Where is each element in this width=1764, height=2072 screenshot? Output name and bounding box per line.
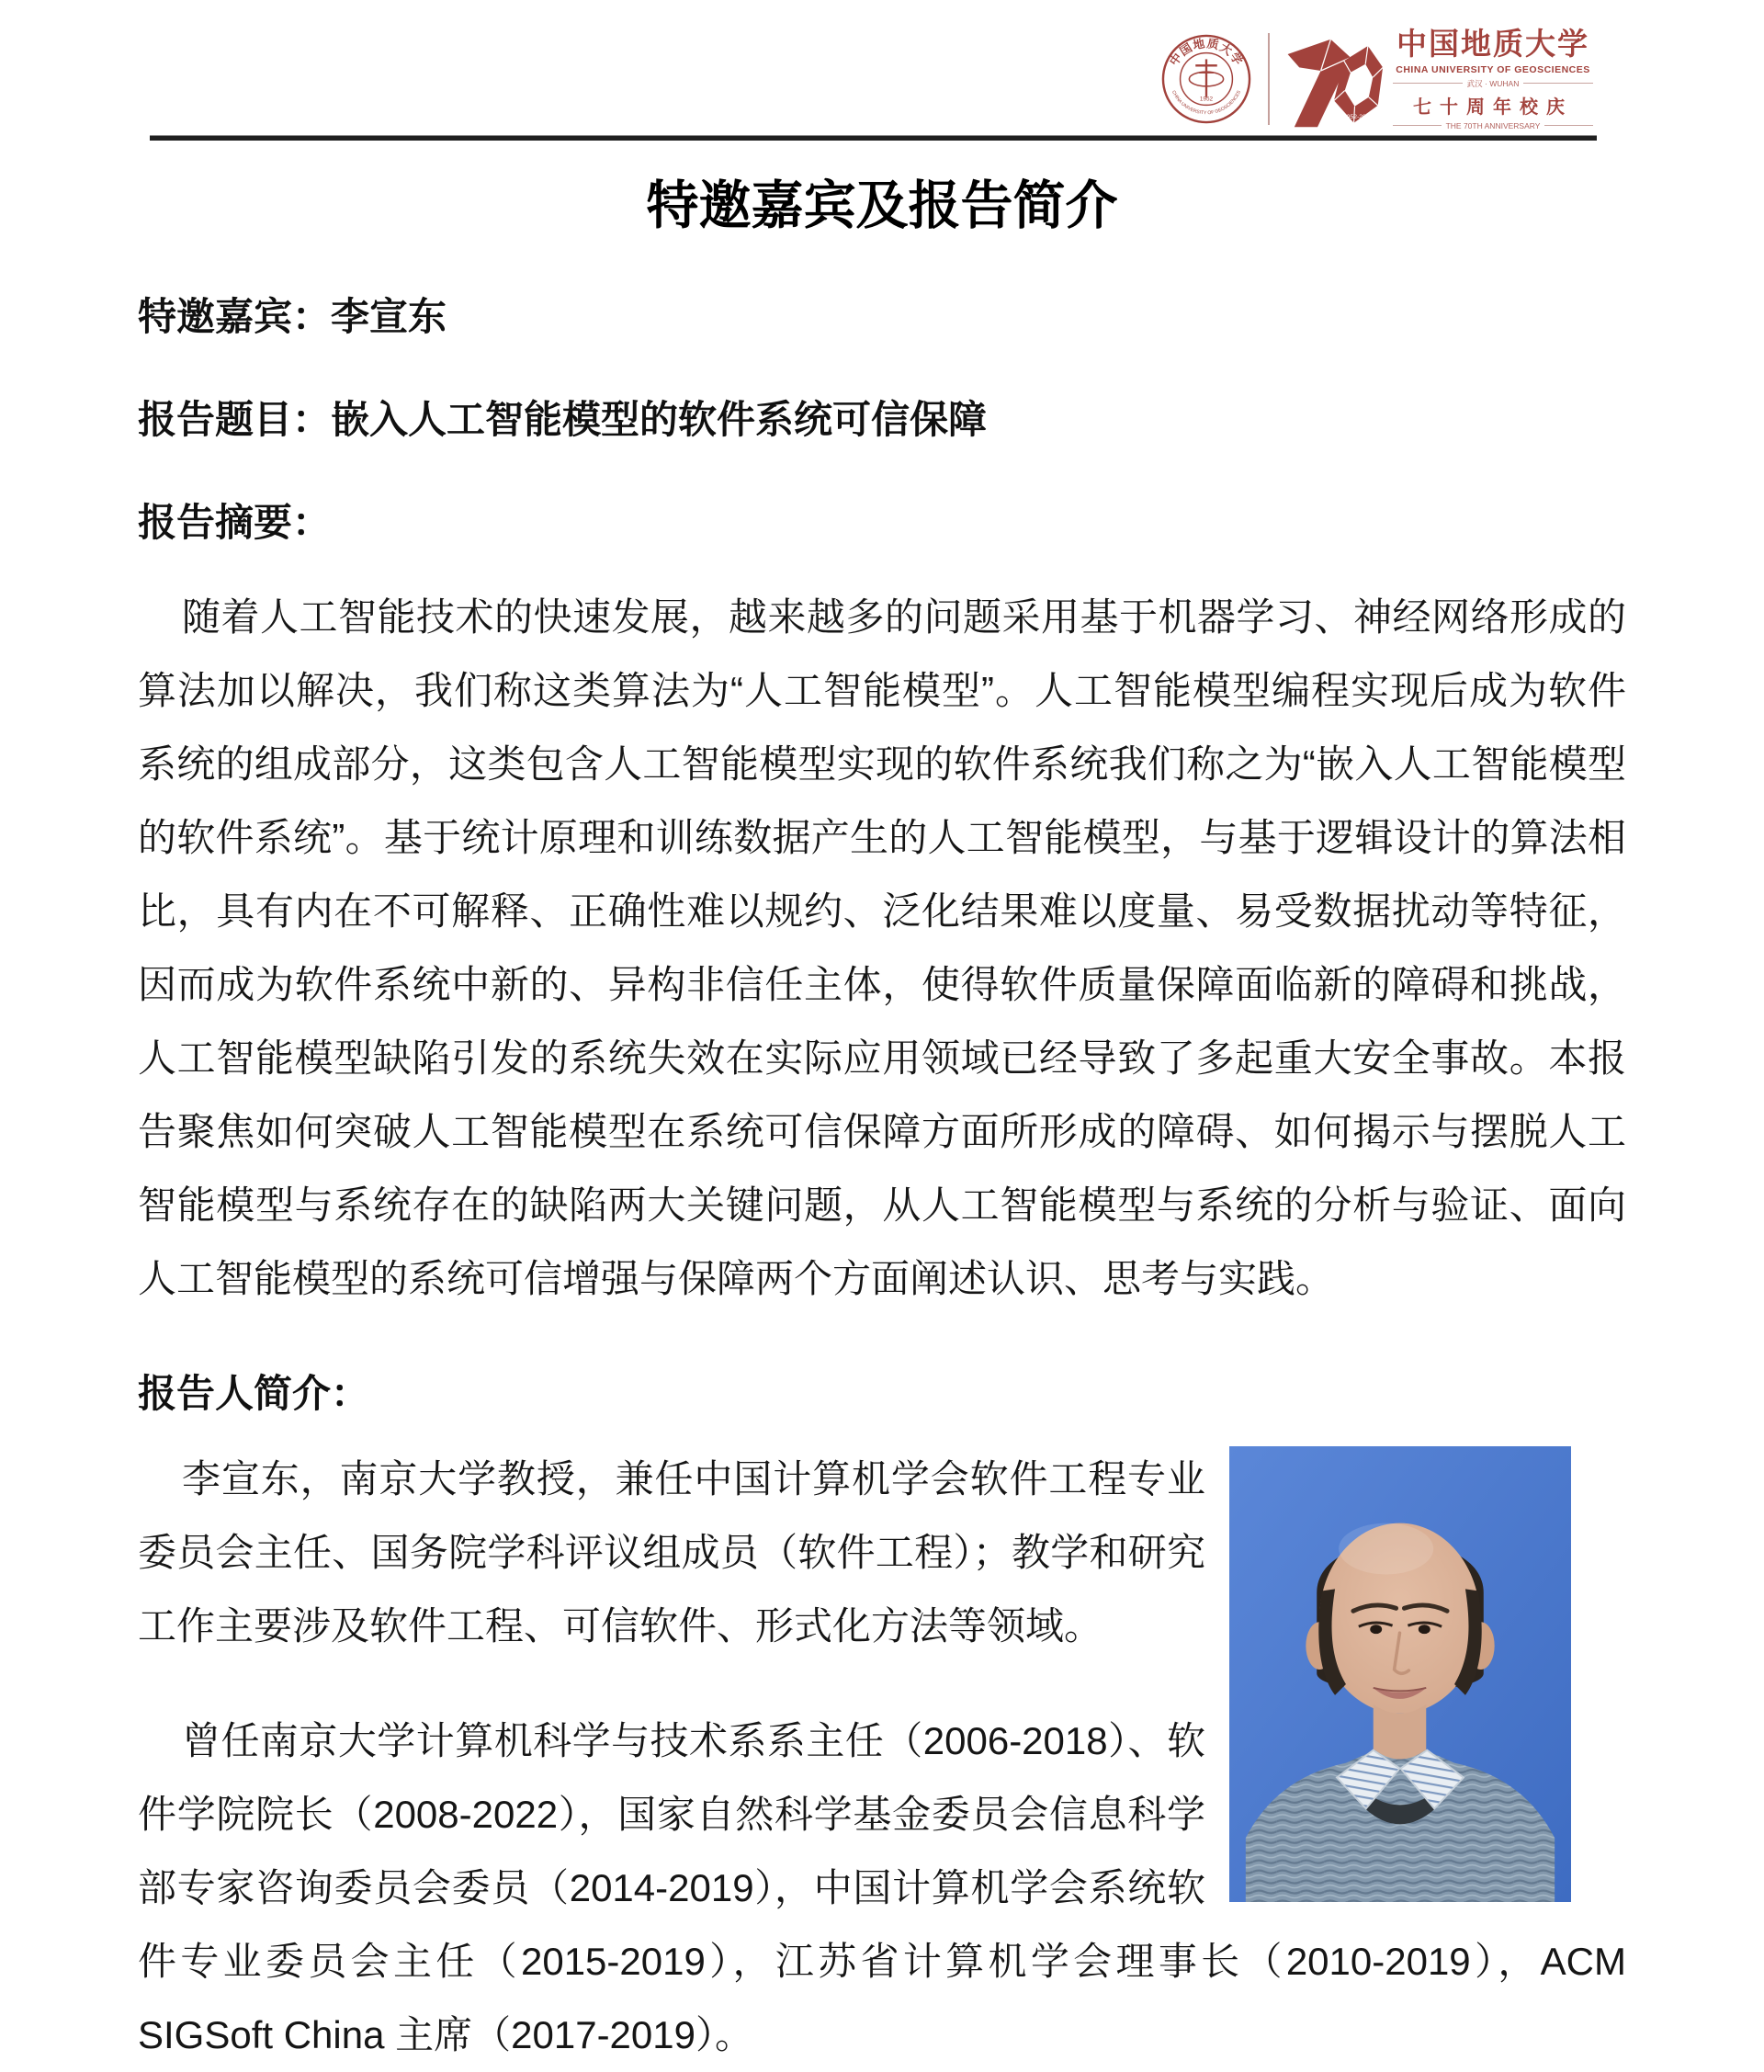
guest-line: 特邀嘉宾：李宣东 <box>138 295 447 338</box>
header-rule <box>150 135 1597 141</box>
bio-paragraph-2: 曾任南京大学计算机科学与技术系系主任（2006-2018）、软件学院院长（2008-2022），国家自然科学基金委员会信息科学部专家咨询委员会委员（2014-2019），中国计算机学会系统软件专业委员会主任（2015-2019），江苏省计算机学会理事长（2010-2019），ACM SIGSoft China 主席（2017-2019）。 <box>138 1719 1626 2056</box>
page-title: 特邀嘉宾及报告简介 <box>646 176 1118 235</box>
brand-anniversary-en: THE 70TH ANNIVERSARY <box>1445 120 1541 130</box>
seal-text-cn: 中国地质大学 <box>1166 36 1247 69</box>
brand-text <box>1393 28 1593 130</box>
speaker-photo <box>1229 1446 1571 1902</box>
seal-year: 1952 <box>1199 96 1214 103</box>
70th-anniversary-icon <box>1284 26 1384 132</box>
logo-cluster <box>1161 24 1593 134</box>
bio-label: 报告人简介： <box>138 1372 370 1415</box>
anniversary-years: 1952-2022 <box>1342 114 1374 121</box>
abstract-paragraph: 随着人工智能技术的快速发展，越来越多的问题采用基于机器学习、神经网络形成的算法加以解决，我们称这类算法为“人工智能模型”。人工智能模型编程实现后成为软件系统的组成部分，这类包含人工智能模型实现的软件系统我们称之为“嵌入人工智能模型的软件系统”。基于统计原理和训练数据产生的人工智能模型，与基于逻辑设计的算法相比，具有内在不可解释、正确性难以规约、泛化结果难以度量、易受数据扰动等特征，因而成为软件系统中新的、异构非信任主体，使得软件质量保障面临新的障碍和挑战，人工智能模型缺陷引发的系统失效在实际应用领域已经导致了多起重大安全事故。本报告聚焦如何突破人工智能模型在系统可信保障方面所形成的障碍、如何揭示与摆脱人工智能模型与系统存在的缺陷两大关键问题，从人工智能模型与系统的分析与验证、面向人工智能模型的系统可信增强与保障两个方面阐述认识、思考与实践。 <box>138 595 1626 1300</box>
bio-section <box>138 1443 1626 2072</box>
bio-paragraph-1: 李宣东，南京大学教授，兼任中国计算机学会软件工程专业委员会主任、国务院学科评议组成员（软件工程）；教学和研究工作主要涉及软件工程、可信软件、形式化方法等领域。 <box>138 1457 1205 1647</box>
brand-city: 武汉 · WUHAN <box>1466 78 1520 88</box>
brand-anniversary-cn: 七十周年校庆 <box>1413 96 1573 118</box>
brand-name-en: CHINA UNIVERSITY OF GEOSCIENCES <box>1396 63 1590 75</box>
university-seal-icon <box>1161 24 1251 134</box>
page-header <box>0 0 1764 140</box>
logo-divider <box>1268 33 1270 125</box>
abstract-label: 报告摘要： <box>138 501 332 544</box>
document-body <box>0 164 1764 2072</box>
seal-text-en: CHINA UNIVERSITY OF GEOSCIENCES <box>1170 89 1242 117</box>
brand-name-cn: 中国地质大学 <box>1396 28 1589 62</box>
topic-line: 报告题目：嵌入人工智能模型的软件系统可信保障 <box>138 398 988 441</box>
